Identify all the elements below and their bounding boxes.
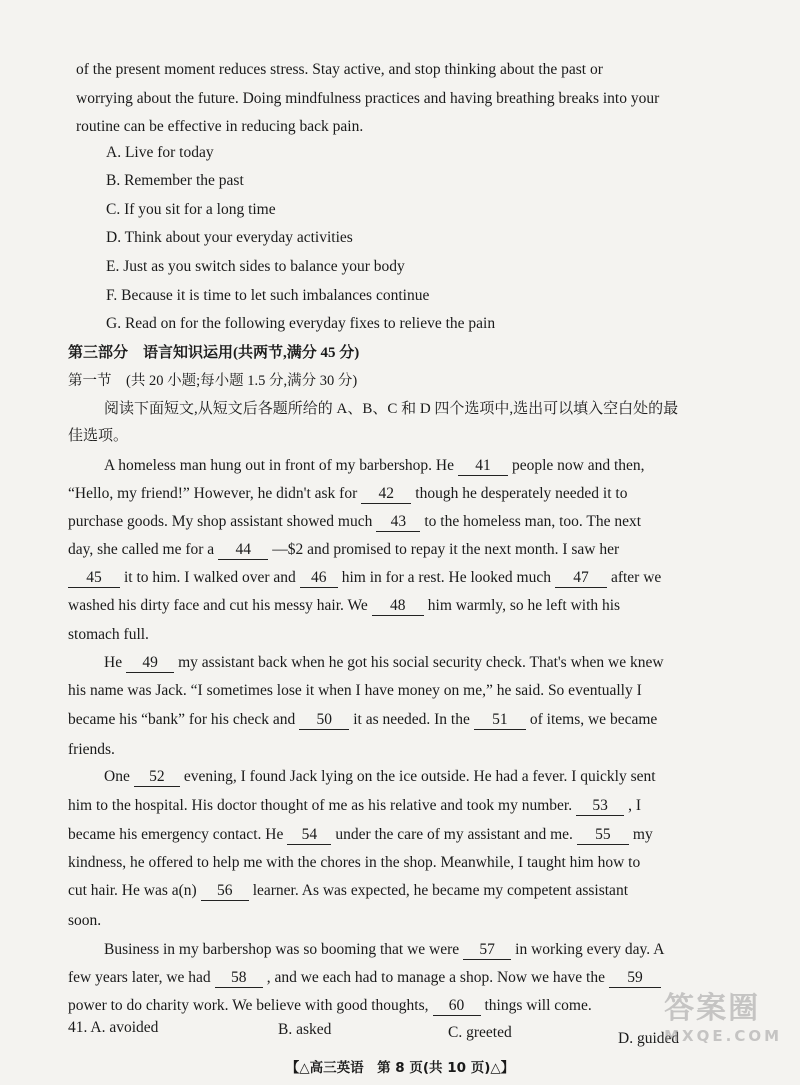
blank-57: 57 <box>463 941 511 960</box>
instruction-line: 佳选项。 <box>68 428 129 444</box>
passage-line: day, she called me for a 44 —$2 and promised to repay it the next month. I saw her <box>68 541 620 558</box>
option-f: F. Because it is time to let such imbalances continue <box>106 287 430 304</box>
passage-line: cut hair. He was a(n) 56 learner. As was expected, he became my competent assistant <box>68 882 628 899</box>
blank-60: 60 <box>433 997 481 1016</box>
blank-55: 55 <box>577 826 629 845</box>
passage-line: 45 it to him. I walked over and 46 him in for a rest. He looked much 47 after we <box>68 568 661 588</box>
blank-45: 45 <box>68 569 120 588</box>
q41-option-c: C. greeted <box>448 1024 512 1041</box>
passage-line: power to do charity work. We believe with good thoughts, 60 things will come. <box>68 997 592 1014</box>
paragraph-line: of the present moment reduces stress. Stay active, and stop thinking about the past or <box>76 61 603 78</box>
passage-line: purchase goods. My shop assistant showed much 43 to the homeless man, too. The next <box>68 513 642 530</box>
passage-line: friends. <box>68 741 115 758</box>
passage-line: “Hello, my friend!” However, he didn't ask for 42 though he desperately needed it to <box>68 485 628 502</box>
blank-48: 48 <box>372 597 424 616</box>
blank-41: 41 <box>458 457 508 476</box>
passage-line: One 52 evening, I found Jack lying on the ice outside. He had a fever. I quickly sent <box>104 768 656 785</box>
option-e: E. Just as you switch sides to balance your body <box>106 258 405 275</box>
passage-line: his name was Jack. “I sometimes lose it when I have money on me,” he said. So eventually I <box>68 682 642 699</box>
blank-50: 50 <box>299 711 349 730</box>
passage-line: He 49 my assistant back when he got his social security check. That's when we knew <box>104 654 664 671</box>
paragraph-line: worrying about the future. Doing mindfulness practices and having breathing breaks into your <box>76 90 660 107</box>
passage-line: few years later, we had 58 , and we each had to manage a shop. Now we have the 59 <box>68 968 665 988</box>
blank-56: 56 <box>201 882 249 901</box>
passage-line: Business in my barbershop was so booming that we were 57 in working every day. A <box>104 941 665 958</box>
blank-51: 51 <box>474 711 526 730</box>
passage-line: him to the hospital. His doctor thought of me as his relative and took my number. 53 , I <box>68 797 642 814</box>
q41-option-d: D. guided <box>618 1030 680 1047</box>
passage-line: became his emergency contact. He 54 under the care of my assistant and me. 55 my <box>68 826 653 843</box>
blank-42: 42 <box>361 485 411 504</box>
option-c: C. If you sit for a long time <box>106 201 276 218</box>
passage-line: became his “bank” for his check and 50 it as needed. In the 51 of items, we became <box>68 711 658 728</box>
q41-option-b: B. asked <box>278 1021 332 1038</box>
blank-47: 47 <box>555 569 607 588</box>
passage-line: soon. <box>68 912 102 929</box>
passage-line: kindness, he offered to help me with the chores in the shop. Meanwhile, I taught him how to <box>68 854 641 871</box>
option-b: B. Remember the past <box>106 172 244 189</box>
passage-line: stomach full. <box>68 626 149 643</box>
blank-54: 54 <box>287 826 331 845</box>
blank-58: 58 <box>215 969 263 988</box>
option-d: D. Think about your everyday activities <box>106 229 353 246</box>
blank-43: 43 <box>376 513 420 532</box>
passage-line: washed his dirty face and cut his messy hair. We 48 him warmly, so he left with his <box>68 597 621 614</box>
instruction-line: 阅读下面短文,从短文后各题所给的 A、B、C 和 D 四个选项中,选出可以填入空白处的最 <box>104 401 679 417</box>
blank-59: 59 <box>609 969 661 988</box>
section-one-title: 第一节 (共 20 小题;每小题 1.5 分,满分 30 分) <box>68 373 358 389</box>
watermark-logo: 答案圈 MXQE.COM <box>664 991 782 1045</box>
paragraph-line: routine can be effective in reducing back pain. <box>76 118 364 135</box>
blank-46: 46 <box>300 569 338 588</box>
page-footer: 【△高三英语 第 8 页(共 10 页)△】 <box>285 1060 515 1076</box>
q41-option-a: 41. A. avoided <box>68 1019 159 1036</box>
option-a: A. Live for today <box>106 144 214 161</box>
blank-52: 52 <box>134 768 180 787</box>
blank-49: 49 <box>126 654 174 673</box>
passage-line: A homeless man hung out in front of my barbershop. He 41 people now and then, <box>104 457 645 474</box>
blank-44: 44 <box>218 541 268 560</box>
part-three-title: 第三部分 语言知识运用(共两节,满分 45 分) <box>68 345 360 361</box>
blank-53: 53 <box>576 797 624 816</box>
option-g: G. Read on for the following everyday fixes to relieve the pain <box>106 315 496 332</box>
